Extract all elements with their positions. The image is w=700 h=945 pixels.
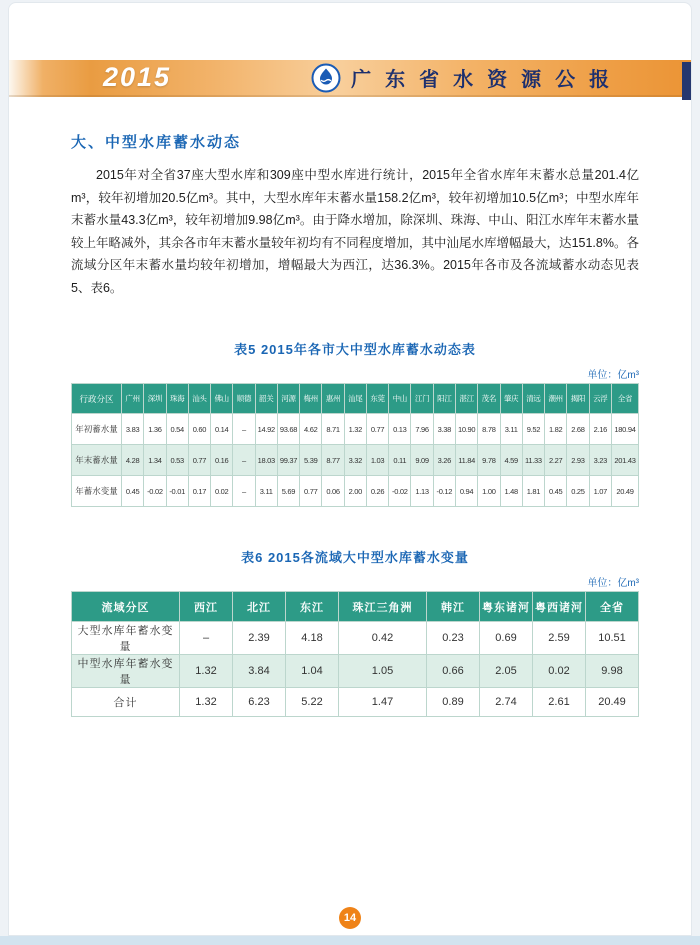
column-header: 汕头: [188, 384, 210, 414]
data-cell: -0.12: [433, 476, 455, 507]
column-header: 云浮: [589, 384, 611, 414]
data-cell: 0.69: [480, 622, 533, 655]
data-cell: 0.25: [567, 476, 589, 507]
data-cell: 2.00: [344, 476, 366, 507]
data-cell: 11.33: [522, 445, 544, 476]
data-cell: 9.52: [522, 414, 544, 445]
column-header: 潮州: [545, 384, 567, 414]
data-cell: 2.93: [567, 445, 589, 476]
data-cell: 0.77: [188, 445, 210, 476]
data-cell: 3.83: [122, 414, 144, 445]
water-resources-logo-icon: [311, 63, 341, 93]
data-cell: 4.62: [300, 414, 322, 445]
data-cell: 2.05: [480, 655, 533, 688]
data-cell: 1.32: [344, 414, 366, 445]
column-header: 汕尾: [344, 384, 366, 414]
data-cell: 99.37: [277, 445, 299, 476]
row-label-header: 流域分区: [72, 592, 180, 622]
report-page: [8, 2, 692, 936]
data-cell: 1.82: [545, 414, 567, 445]
table-row: [72, 655, 639, 688]
column-header: 梅州: [300, 384, 322, 414]
data-cell: 2.61: [533, 688, 586, 717]
table-row: [72, 476, 639, 507]
table5-body: [72, 414, 639, 507]
basin-reservoir-table: [71, 591, 639, 717]
data-cell: 3.32: [344, 445, 366, 476]
data-cell: 0.14: [211, 414, 233, 445]
data-cell: 0.02: [533, 655, 586, 688]
data-cell: 1.32: [180, 655, 233, 688]
data-cell: 1.03: [366, 445, 388, 476]
data-cell: 0.42: [339, 622, 427, 655]
page-number-badge: 14: [339, 907, 361, 929]
data-cell: 9.98: [586, 655, 639, 688]
data-cell: 3.26: [433, 445, 455, 476]
data-cell: –: [180, 622, 233, 655]
column-header: 北江: [233, 592, 286, 622]
data-cell: 0.94: [455, 476, 477, 507]
column-header: 珠海: [166, 384, 188, 414]
data-cell: –: [233, 414, 255, 445]
table6-body: [72, 622, 639, 717]
column-header: 韩江: [427, 592, 480, 622]
data-cell: 0.77: [366, 414, 388, 445]
table5-header-row: [72, 384, 639, 414]
data-cell: 8.71: [322, 414, 344, 445]
table5-title: 表5 2015年各市大中型水库蓄水动态表: [234, 342, 476, 357]
data-cell: 5.39: [300, 445, 322, 476]
data-cell: 0.17: [188, 476, 210, 507]
data-cell: 2.68: [567, 414, 589, 445]
column-header: 东莞: [366, 384, 388, 414]
column-header: 中山: [389, 384, 411, 414]
table6-header-row: [72, 592, 639, 622]
data-cell: 0.02: [211, 476, 233, 507]
data-cell: 5.22: [286, 688, 339, 717]
data-cell: 8.77: [322, 445, 344, 476]
data-cell: 0.23: [427, 622, 480, 655]
row-label: 年末蓄水量: [72, 445, 122, 476]
data-cell: 6.23: [233, 688, 286, 717]
row-label: 中型水库年蓄水变量: [72, 655, 180, 688]
data-cell: 1.48: [500, 476, 522, 507]
data-cell: 1.34: [144, 445, 166, 476]
data-cell: 1.47: [339, 688, 427, 717]
data-cell: 2.16: [589, 414, 611, 445]
column-header: 茂名: [478, 384, 500, 414]
column-header: 全省: [586, 592, 639, 622]
data-cell: 0.53: [166, 445, 188, 476]
data-cell: 2.74: [480, 688, 533, 717]
data-cell: 20.49: [612, 476, 639, 507]
data-cell: 1.13: [411, 476, 433, 507]
data-cell: 18.03: [255, 445, 277, 476]
data-cell: 201.43: [612, 445, 639, 476]
city-reservoir-table: [71, 383, 639, 507]
table-row: [72, 445, 639, 476]
data-cell: –: [233, 476, 255, 507]
data-cell: 3.84: [233, 655, 286, 688]
table6-title: 表6 2015各流域大中型水库蓄水变量: [241, 550, 469, 565]
row-label: 年初蓄水量: [72, 414, 122, 445]
table6-header: [72, 592, 639, 622]
column-header: 清远: [522, 384, 544, 414]
data-cell: 2.59: [533, 622, 586, 655]
data-cell: 10.90: [455, 414, 477, 445]
data-cell: 0.45: [122, 476, 144, 507]
table5-unit-label: 单位：亿m³: [587, 370, 639, 381]
report-title: 广东省水资源公报: [351, 69, 624, 91]
data-cell: 3.11: [255, 476, 277, 507]
data-cell: 4.59: [500, 445, 522, 476]
data-cell: -0.02: [389, 476, 411, 507]
data-cell: 0.16: [211, 445, 233, 476]
data-cell: 7.96: [411, 414, 433, 445]
data-cell: 1.81: [522, 476, 544, 507]
data-cell: 0.11: [389, 445, 411, 476]
data-cell: 9.09: [411, 445, 433, 476]
table-row: [72, 622, 639, 655]
column-header: 广州: [122, 384, 144, 414]
column-header: 肇庆: [500, 384, 522, 414]
row-label: 合计: [72, 688, 180, 717]
data-cell: 0.26: [366, 476, 388, 507]
column-header: 顺德: [233, 384, 255, 414]
data-cell: 0.54: [166, 414, 188, 445]
column-header: 西江: [180, 592, 233, 622]
page-content: [9, 131, 691, 717]
data-cell: 3.23: [589, 445, 611, 476]
column-header: 江门: [411, 384, 433, 414]
data-cell: 9.78: [478, 445, 500, 476]
column-header: 河源: [277, 384, 299, 414]
table6-unit-label: 单位：亿m³: [587, 578, 639, 589]
page-bottom-strip: [0, 936, 700, 945]
row-label: 年蓄水变量: [72, 476, 122, 507]
data-cell: 180.94: [612, 414, 639, 445]
data-cell: 3.38: [433, 414, 455, 445]
column-header: 佛山: [211, 384, 233, 414]
column-header: 惠州: [322, 384, 344, 414]
column-header: 东江: [286, 592, 339, 622]
data-cell: 20.49: [586, 688, 639, 717]
data-cell: 14.92: [255, 414, 277, 445]
section-title: 大、中型水库蓄水动态: [71, 134, 242, 151]
data-cell: –: [233, 445, 255, 476]
data-cell: 0.66: [427, 655, 480, 688]
table5-header: [72, 384, 639, 414]
data-cell: 1.36: [144, 414, 166, 445]
column-header: 湛江: [455, 384, 477, 414]
data-cell: 11.84: [455, 445, 477, 476]
column-header: 阳江: [433, 384, 455, 414]
column-header: 粤东诸河: [480, 592, 533, 622]
data-cell: 0.89: [427, 688, 480, 717]
data-cell: 4.18: [286, 622, 339, 655]
data-cell: 1.07: [589, 476, 611, 507]
column-header: 全省: [612, 384, 639, 414]
data-cell: 5.69: [277, 476, 299, 507]
data-cell: 1.00: [478, 476, 500, 507]
table-row: [72, 414, 639, 445]
column-header: 韶关: [255, 384, 277, 414]
data-cell: 1.04: [286, 655, 339, 688]
data-cell: 8.78: [478, 414, 500, 445]
data-cell: 1.05: [339, 655, 427, 688]
column-header: 粤西诸河: [533, 592, 586, 622]
column-header: 珠江三角洲: [339, 592, 427, 622]
data-cell: 93.68: [277, 414, 299, 445]
data-cell: 2.27: [545, 445, 567, 476]
data-cell: 3.11: [500, 414, 522, 445]
data-cell: 0.77: [300, 476, 322, 507]
data-cell: 0.60: [188, 414, 210, 445]
body-paragraph: 2015年对全省37座大型水库和309座中型水库进行统计，2015年全省水库年末蓄水总量201.4亿m³，较年初增加20.5亿m³。其中，大型水库年末蓄水量158.2亿m³，较年初增加10.5亿m³；中型水库年末蓄水量43.3亿m³，较年初增加9.98亿m³。由于降水增加，除深圳、珠海、中山、阳江水库年末蓄水量较上年略减外，其余各市年末蓄水量较年初均有不同程度增加，其中汕尾水库增幅最大，达151.8%。各流域分区年末蓄水量均较年初增加，增幅最大为西江，达36.3%。2015年各市及各流域蓄水动态见表5、表6。: [71, 168, 639, 295]
data-cell: 10.51: [586, 622, 639, 655]
row-label-header: 行政分区: [72, 384, 122, 414]
row-label: 大型水库年蓄水变量: [72, 622, 180, 655]
data-cell: 0.06: [322, 476, 344, 507]
data-cell: 1.32: [180, 688, 233, 717]
data-cell: 0.13: [389, 414, 411, 445]
column-header: 深圳: [144, 384, 166, 414]
data-cell: 4.28: [122, 445, 144, 476]
column-header: 揭阳: [567, 384, 589, 414]
header-banner: [9, 60, 691, 97]
data-cell: 2.39: [233, 622, 286, 655]
data-cell: -0.02: [144, 476, 166, 507]
data-cell: -0.01: [166, 476, 188, 507]
data-cell: 0.45: [545, 476, 567, 507]
table-row: [72, 688, 639, 717]
year-label: 2015: [103, 62, 172, 92]
